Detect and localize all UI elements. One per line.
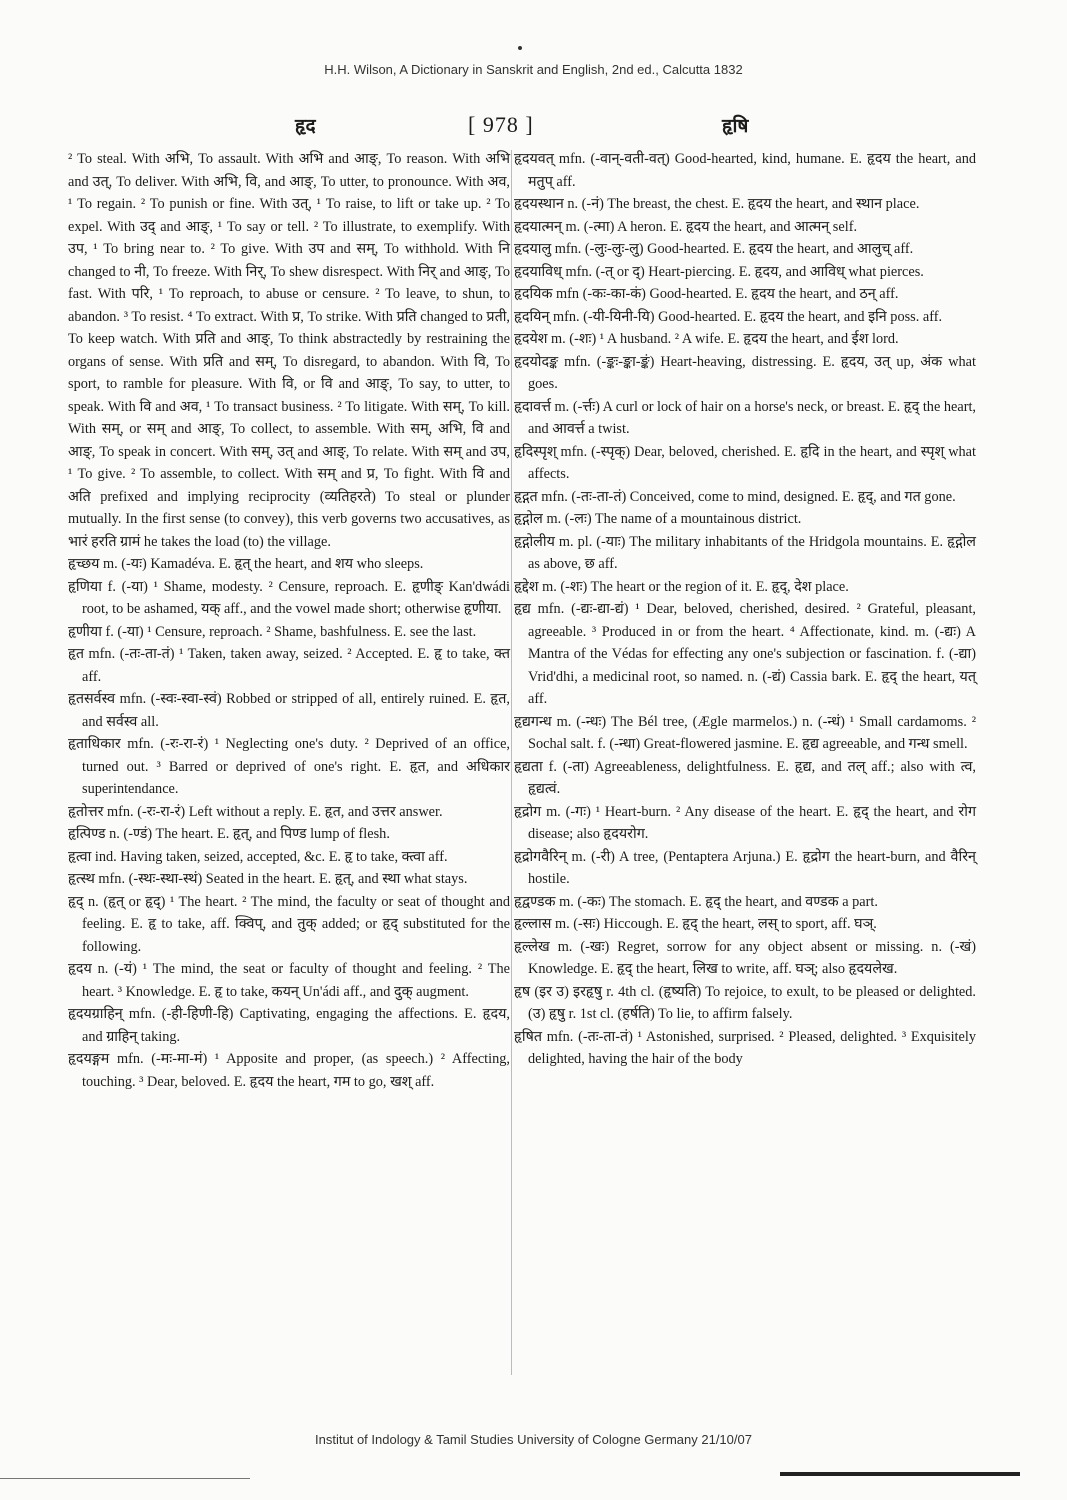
- page-number: [ 978 ]: [468, 112, 534, 137]
- dictionary-entry: हृद्रोगवैरिन् m. (-री) A tree, (Pentaptera Arjuna.) E. हृद्रोग the heart-burn, and वैरिन् hostile.: [514, 848, 976, 887]
- scan-artifact-line: [0, 1478, 250, 1479]
- dictionary-entry: हृतसर्वस्व mfn. (-स्वः-स्वा-स्वं) Robbed or stripped of all, entirely ruined. E. हृत, and सर्वस्व all.: [68, 691, 510, 730]
- dictionary-entry: हृद्देश m. (-शः) The heart or the region of it. E. हृद्, देश place.: [514, 578, 849, 595]
- column-divider: [511, 150, 512, 1375]
- dictionary-entry: हृद्य mfn. (-द्यः-द्या-द्यं) ¹ Dear, beloved, cherished, desired. ² Grateful, pleasant, agreeable. ³ Produced in or from the heart. ⁴ Affectionate, kind. m. (-द्यः) A Mantra of the Védas for effecting any one's subjection or fascination. f. (-द्या) Vrid'dhi, a medicinal root, so named. n. (-द्यं) Cassia bark. E. हृद् the heart, यत् aff.: [514, 601, 976, 707]
- dictionary-entry: हृद्गोलीय m. pl. (-याः) The military inhabitants of the Hridgola mountains. E. हृद्गोल as above, छ aff.: [514, 533, 976, 572]
- dictionary-entry: हृदयेश m. (-शः) ¹ A husband. ² A wife. E. हृदय the heart, and ईश lord.: [514, 331, 899, 347]
- footer-credit: Institut of Indology & Tamil Studies University of Cologne Germany 21/10/07: [315, 1432, 752, 1447]
- dictionary-entry: हृद्रोग m. (-गः) ¹ Heart-burn. ² Any disease of the heart. E. हृद् the heart, and रोग disease; also हृदयरोग.: [514, 803, 976, 842]
- dictionary-entry: हृतोत्तर mfn. (-रः-रा-रं) Left without a reply. E. हृत, and उत्तर answer.: [68, 803, 443, 820]
- source-citation: H.H. Wilson, A Dictionary in Sanskrit and English, 2nd ed., Calcutta 1832: [324, 62, 743, 77]
- right-column: [514, 148, 976, 1071]
- dictionary-entry: हृल्लास m. (-सः) Hiccough. E. हृद् the heart, लस् to sport, aff. घञ्.: [514, 916, 877, 932]
- dictionary-entry: हृद्यता f. (-ता) Agreeableness, delightfulness. E. हृद्य, and तल् aff.; also with त्व, हृद्यत्वं.: [514, 758, 976, 797]
- dictionary-entry: हृदयालु mfn. (-लुः-लुः-लु) Good-hearted. E. हृदय the heart, and आलुच् aff.: [514, 241, 914, 257]
- dictionary-entry: हृदय n. (-यं) ¹ The mind, the seat or faculty of thought and feeling. ² The heart. ³ Knowledge. E. हृ to take, कयन् Un'ádi aff., and दुक् augment.: [68, 961, 510, 1000]
- dictionary-entry: हृच्छय m. (-यः) Kamadéva. E. हृत् the heart, and शय who sleeps.: [68, 556, 424, 572]
- dictionary-entry: हृद्वण्डक m. (-कः) The stomach. E. हृद् the heart, and वण्डक a part.: [514, 893, 878, 910]
- dictionary-entry: हृदयोदङ्क mfn. (-ङ्कः-ङ्का-ङ्कं) Heart-heaving, distressing. E. हृदय, उत् up, अंक what goes.: [514, 353, 976, 392]
- dictionary-entry: हृद्यगन्ध m. (-न्धः) The Bél tree, (Ægle marmelos.) n. (-न्धं) ¹ Small cardamoms. ² Sochal salt. f. (-न्धा) Great-flowered jasmine. E. हृद्य agreeable, and गन्ध smell.: [514, 713, 976, 752]
- dictionary-entry: हृदयिक mfn (-कः-का-कं) Good-hearted. E. हृदय the heart, and ठन् aff.: [514, 286, 899, 302]
- dictionary-entry: हृताधिकार mfn. (-रः-रा-रं) ¹ Neglecting one's duty. ² Deprived of an office, turned out. ³ Barred or deprived of one's right. E. हृत, and अधिकार superintendance.: [68, 736, 510, 797]
- dictionary-entry: हृदयवत् mfn. (-वान्-वती-वत्) Good-hearted, kind, humane. E. हृदय the heart, and मतुप् aff.: [514, 151, 976, 190]
- dictionary-entry: हृदयङ्गम mfn. (-मः-मा-मं) ¹ Apposite and proper, (as speech.) ² Affecting, touching. ³ Dear, beloved. E. हृदय the heart, गम to go, खश् aff.: [68, 1051, 510, 1090]
- scan-artifact-line: [780, 1472, 1020, 1476]
- dictionary-entry: हृदयिन् mfn. (-यी-यिनी-यि) Good-hearted. E. हृदय the heart, and इनि poss. aff.: [514, 308, 943, 325]
- dictionary-entry: हृदावर्त्त m. (-र्त्तः) A curl or lock of hair on a horse's neck, or breast. E. हृद् the heart, and आवर्त्त a twist.: [514, 398, 977, 437]
- dictionary-entry: हृदयात्मन् m. (-त्मा) A heron. E. हृदय the heart, and आत्मन् self.: [514, 218, 858, 235]
- dictionary-entry: हृदयस्थान n. (-नं) The breast, the chest. E. हृदय the heart, and स्थान place.: [514, 196, 920, 212]
- dictionary-entry: हृणिया f. (-या) ¹ Shame, modesty. ² Censure, reproach. E. हृणीङ् Kan'dwádi root, to be ashamed, यक् aff., and the vowel made short; otherwise हृणीया.: [68, 578, 510, 617]
- right-headword: हृषि: [722, 115, 749, 137]
- left-column: [68, 148, 510, 1093]
- scan-dot: [518, 46, 522, 50]
- dictionary-entry: ² To steal. With अभि, To assault. With अभि and आङ्, To reason. With अभि and उत्, To deliver. With अभि, वि, and आङ्, To utter, to pronounce. With अव, ¹ To regain. ² To punish or fine. With उत्, ¹ To raise, to lift or take up. ² To expel. With उद् and आङ्, ¹ To say or tell. ² To illustrate, to exemplify. With उप, ¹ To bring near to. ² To give. With उप and सम्, To withhold. With नि changed to नी, To freeze. With निर्, To shew disrespect. With निर् and आङ्, To fast. With परि, ¹ To reproach, to abuse or censure. ² To leave, to shun, to abandon. ³ To resist. ⁴ To extract. With प्र, To strike. With प्रति changed to प्रती, To keep watch. With प्रति and आङ्, To think abstractedly by restraining the organs of sense. With प्रति and सम्, To disregard, to abandon. With वि, To sport, to ramble for pleasure. With वि, or वि and आङ्, To say, to utter, to speak. With वि and अव, ¹ To transact business. ² To litigate. With सम्, To kill. With सम्, or सम् and आङ्, To collect, to assemble. With सम्, अभि, वि and आङ्, To speak in concert. With सम्, उत् and आङ्, To relate. With सम् and उप, ¹ To give. ² To assemble, to collect. With सम् and प्र, To fight. With वि and अति prefixed and implying reciprocity (व्यतिहरते) To steal or plunder mutually. In the first sense (to convey), this verb governs two accusatives, as भारं हरति ग्रामं he takes the load (to) the village.: [68, 151, 510, 550]
- dictionary-entry: हृष (इर उ) इरहृषु r. 4th cl. (हृष्यति) To rejoice, to exult, to be pleased or delighted. (उ) हृषु r. 1st cl. (हर्षति) To lie, to affirm falsely.: [514, 983, 976, 1022]
- dictionary-entry: हृत mfn. (-तः-ता-तं) ¹ Taken, taken away, seized. ² Accepted. E. हृ to take, क्त aff.: [68, 646, 510, 685]
- left-headword: हृद: [295, 115, 316, 137]
- dictionary-entry: हृत्स्थ mfn. (-स्थः-स्था-स्थं) Seated in the heart. E. हृत्, and स्था what stays.: [68, 871, 468, 887]
- dictionary-entry: हृषित mfn. (-तः-ता-तं) ¹ Astonished, surprised. ² Pleased, delighted. ³ Exquisitely delighted, having the hair of the body: [514, 1028, 976, 1067]
- dictionary-entry: हृद्गत mfn. (-तः-ता-तं) Conceived, come to mind, designed. E. हृद्, and गत gone.: [514, 488, 956, 505]
- dictionary-entry: हृद्गोल m. (-लः) The name of a mountainous district.: [514, 511, 802, 527]
- dictionary-entry: हृणीया f. (-या) ¹ Censure, reproach. ² Shame, bashfulness. E. see the last.: [68, 623, 477, 640]
- dictionary-entry: हृदयग्राहिन् mfn. (-ही-हिणी-हि) Captivating, engaging the affections. E. हृदय, and ग्राहिन् taking.: [68, 1006, 510, 1045]
- dictionary-entry: हृल्लेख m. (-खः) Regret, sorrow for any object absent or missing. n. (-खं) Knowledge. E. हृद् the heart, लिख to write, aff. घञ्; also हृदयलेख.: [514, 938, 976, 977]
- dictionary-entry: हृदिस्पृश् mfn. (-स्पृक्) Dear, beloved, cherished. E. हृदि in the heart, and स्पृश् what affects.: [514, 443, 976, 482]
- dictionary-entry: हृत्वा ind. Having taken, seized, accepted, &c. E. हृ to take, क्त्वा aff.: [68, 848, 448, 865]
- dictionary-entry: हृत्पिण्ड n. (-ण्डं) The heart. E. हृत्, and पिण्ड lump of flesh.: [68, 826, 390, 842]
- dictionary-entry: हृद् n. (हृत् or हृद्) ¹ The heart. ² The mind, the faculty or seat of thought and feeling. E. हृ to take, aff. क्विप्, and तुक् added; or हृद् substituted for the following.: [68, 893, 510, 955]
- dictionary-entry: हृदयाविध् mfn. (-त् or द्) Heart-piercing. E. हृदय, and आविध् what pierces.: [514, 263, 924, 280]
